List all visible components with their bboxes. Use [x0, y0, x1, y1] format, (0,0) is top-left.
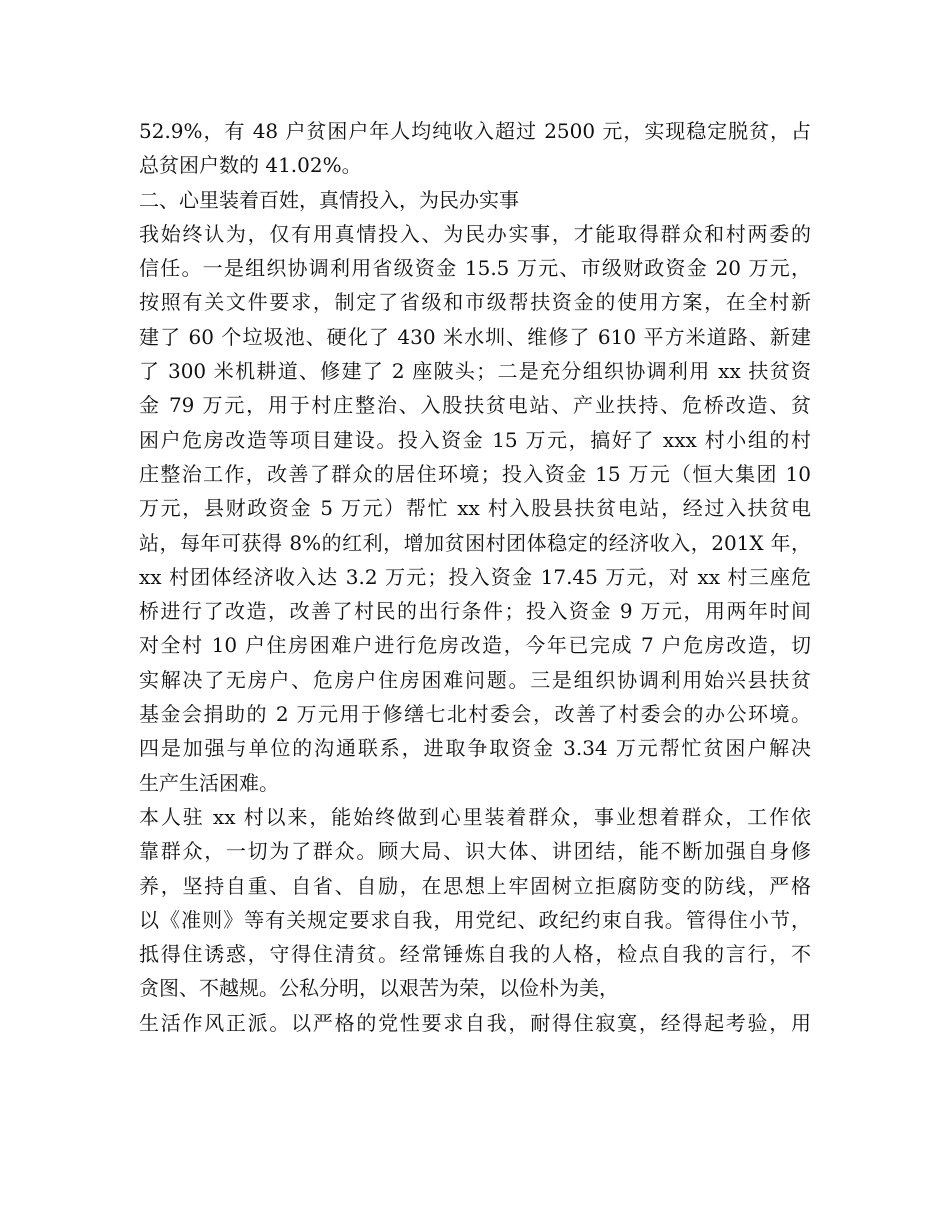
text-line: 建了 60 个垃圾池、硬化了 430 米水圳、维修了 610 平方米道路、新建	[139, 324, 811, 349]
text-line: 金 79 万元，用于村庄整治、入股扶贫电站、产业扶持、危桥改造、贫	[139, 393, 811, 418]
text-line: 对全村 10 户住房困难户进行危房改造，今年已完成 7 户危房改造，切	[139, 633, 811, 658]
text-line: 实解决了无房户、危房户住房困难问题。三是组织协调利用始兴县扶贫	[139, 667, 811, 692]
text-line: 生活作风正派。以严格的党性要求自我，耐得住寂寞，经得起考验，用	[139, 1010, 811, 1035]
text-line: 四是加强与单位的沟通联系，进取争取资金 3.34 万元帮忙贫困户解决	[139, 736, 811, 761]
document-body-text	[139, 114, 811, 1040]
text-line: 我始终认为，仅有用真情投入、为民办实事，才能取得群众和村两委的	[139, 221, 811, 246]
text-line: 总贫困户数的 41.02%。	[139, 153, 362, 178]
text-line: 按照有关文件要求，制定了省级和市级帮扶资金的使用方案，在全村新	[139, 290, 811, 315]
text-line: 养，坚持自重、自省、自励，在思想上牢固树立拒腐防变的防线，严格	[139, 873, 811, 898]
text-line: 本人驻 xx 村以来，能始终做到心里装着群众，事业想着群众，工作依	[139, 804, 811, 829]
text-line: xx 村团体经济收入达 3.2 万元；投入资金 17.45 万元，对 xx 村三座危	[139, 564, 811, 589]
text-line: 庄整治工作，改善了群众的居住环境；投入资金 15 万元（恒大集团 10	[139, 461, 811, 486]
text-line: 抵得住诱惑，守得住清贫。经常锤炼自我的人格，检点自我的言行，不	[139, 942, 811, 967]
text-line: 基金会捐助的 2 万元用于修缮七北村委会，改善了村委会的办公环境。	[139, 702, 811, 727]
text-line: 52.9%，有 48 户贫困户年人均纯收入超过 2500 元，实现稳定脱贫，占	[139, 119, 811, 143]
text-line: 站，每年可获得 8%的红利，增加贫困村团体稳定的经济收入，201X 年，	[139, 530, 811, 555]
text-line: 二、心里装着百姓，真情投入，为民办实事	[139, 187, 519, 212]
text-line: 生产生活困难。	[139, 770, 279, 795]
text-line: 贪图、不越规。公私分明，以艰苦为荣，以俭朴为美，	[139, 976, 619, 1001]
text-line: 靠群众，一切为了群众。顾大局、识大体、讲团结，能不断加强自身修	[139, 839, 811, 864]
text-line: 困户危房改造等项目建设。投入资金 15 万元，搞好了 xxx 村小组的村	[139, 427, 811, 452]
text-line: 桥进行了改造，改善了村民的出行条件；投入资金 9 万元，用两年时间	[139, 599, 811, 624]
text-line: 了 300 米机耕道、修建了 2 座陂头；二是充分组织协调利用 xx 扶贫资	[139, 359, 811, 384]
text-line: 万元，县财政资金 5 万元）帮忙 xx 村入股县扶贫电站，经过入扶贫电	[139, 496, 811, 521]
text-line: 信任。一是组织协调利用省级资金 15.5 万元、市级财政资金 20 万元，	[139, 256, 811, 281]
text-line: 以《准则》等有关规定要求自我，用党纪、政纪约束自我。管得住小节，	[139, 907, 811, 932]
